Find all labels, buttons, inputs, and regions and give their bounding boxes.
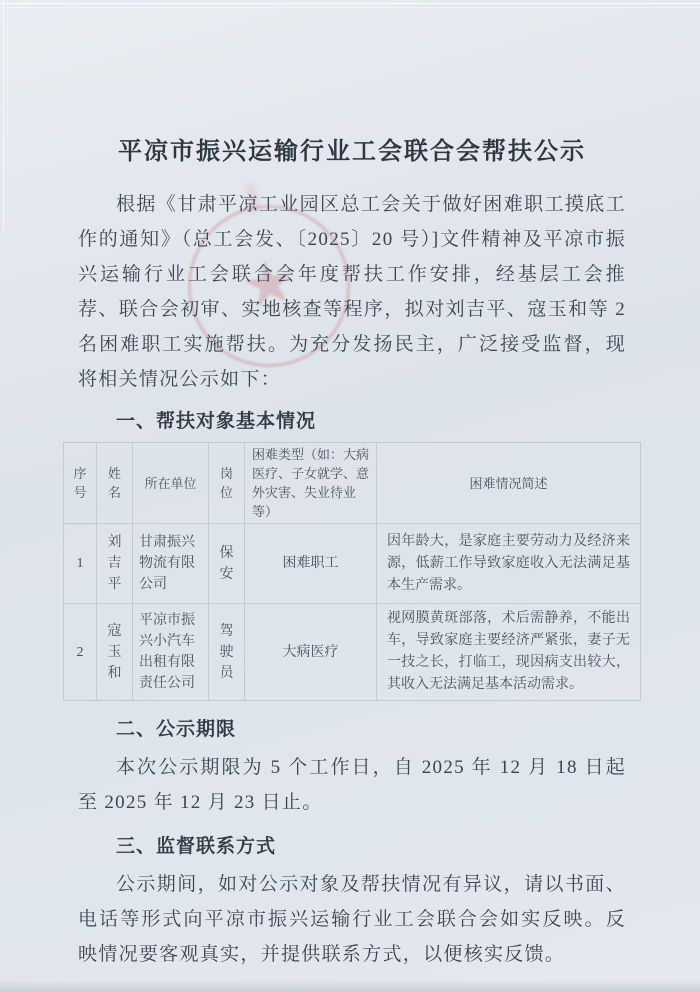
section2-paragraph: 本次公示期限为 5 个工作日，自 2025 年 12 月 18 日起至 2025 年 12 月 23 日止。: [78, 757, 626, 813]
cell-serial: 1: [64, 524, 97, 604]
cell-summary: 因年龄大，是家庭主要劳动力及经济来源，低薪工作导致家庭收入无法满足基本生产需求。: [377, 524, 641, 604]
cell-name: 刘吉平: [97, 524, 133, 604]
col-header-unit: 所在单位: [133, 443, 209, 524]
table-row: [64, 604, 641, 701]
cell-position: 保安: [209, 524, 245, 604]
intro-paragraph: 根据《甘肃平凉工业园区总工会关于做好困难职工摸底工作的通知》（总工会发、〔2025〕20 号）]文件精神及平凉市振兴运输行业工会联合会年度帮扶工作安排，经基层工会推荐、联合会初审、实地核查等程序，拟对刘吉平、寇玉和等 2 名困难职工实施帮扶。为充分发扬民主，广泛接受监督，现将相关情况公示如下：: [78, 194, 626, 390]
section1-heading: 一、帮扶对象基本情况: [116, 411, 317, 432]
cell-summary: 视网膜黄斑部落，术后需静养，不能出车，导致家庭主要经济严紧张，妻子无一技之长，打临工，现因病支出较大，其收入无法满足基本活动需求。: [377, 604, 641, 701]
cell-unit: 平凉市振兴小汽车出租有限责任公司: [133, 604, 209, 701]
section3-paragraph: 公示期间，如对公示对象及帮扶情况有异议，请以书面、电话等形式向平凉市振兴运输行业工会联合会如实反映。反映情况要客观真实，并提供联系方式，以便核实反馈。: [78, 874, 626, 965]
cell-position: 驾驶员: [209, 604, 245, 701]
col-header-summary: 困难情况简述: [377, 443, 641, 524]
cell-difficulty-type: 困难职工: [245, 524, 377, 604]
assistance-table: [63, 442, 641, 701]
table-header-row: [64, 443, 641, 524]
section3-heading: 三、监督联系方式: [116, 836, 277, 857]
cell-unit: 甘肃振兴物流有限公司: [133, 524, 209, 604]
col-header-name: 姓名: [97, 443, 133, 524]
star-icon: ★: [234, 242, 303, 324]
col-header-serial: 序号: [64, 443, 97, 524]
cell-name: 寇玉和: [97, 604, 133, 701]
document-title: 平凉市振兴运输行业工会联合会帮扶公示: [118, 138, 586, 165]
col-header-difficulty-type: 困难类型（如：大病医疗、子女就学、意外灾害、失业待业等）: [245, 443, 377, 524]
table-row: [64, 524, 641, 604]
section2-heading: 二、公示期限: [116, 719, 237, 740]
scan-bottom-shadow: [0, 980, 700, 992]
cell-difficulty-type: 大病医疗: [245, 604, 377, 701]
col-header-position: 岗位: [209, 443, 245, 524]
cell-serial: 2: [64, 604, 97, 701]
